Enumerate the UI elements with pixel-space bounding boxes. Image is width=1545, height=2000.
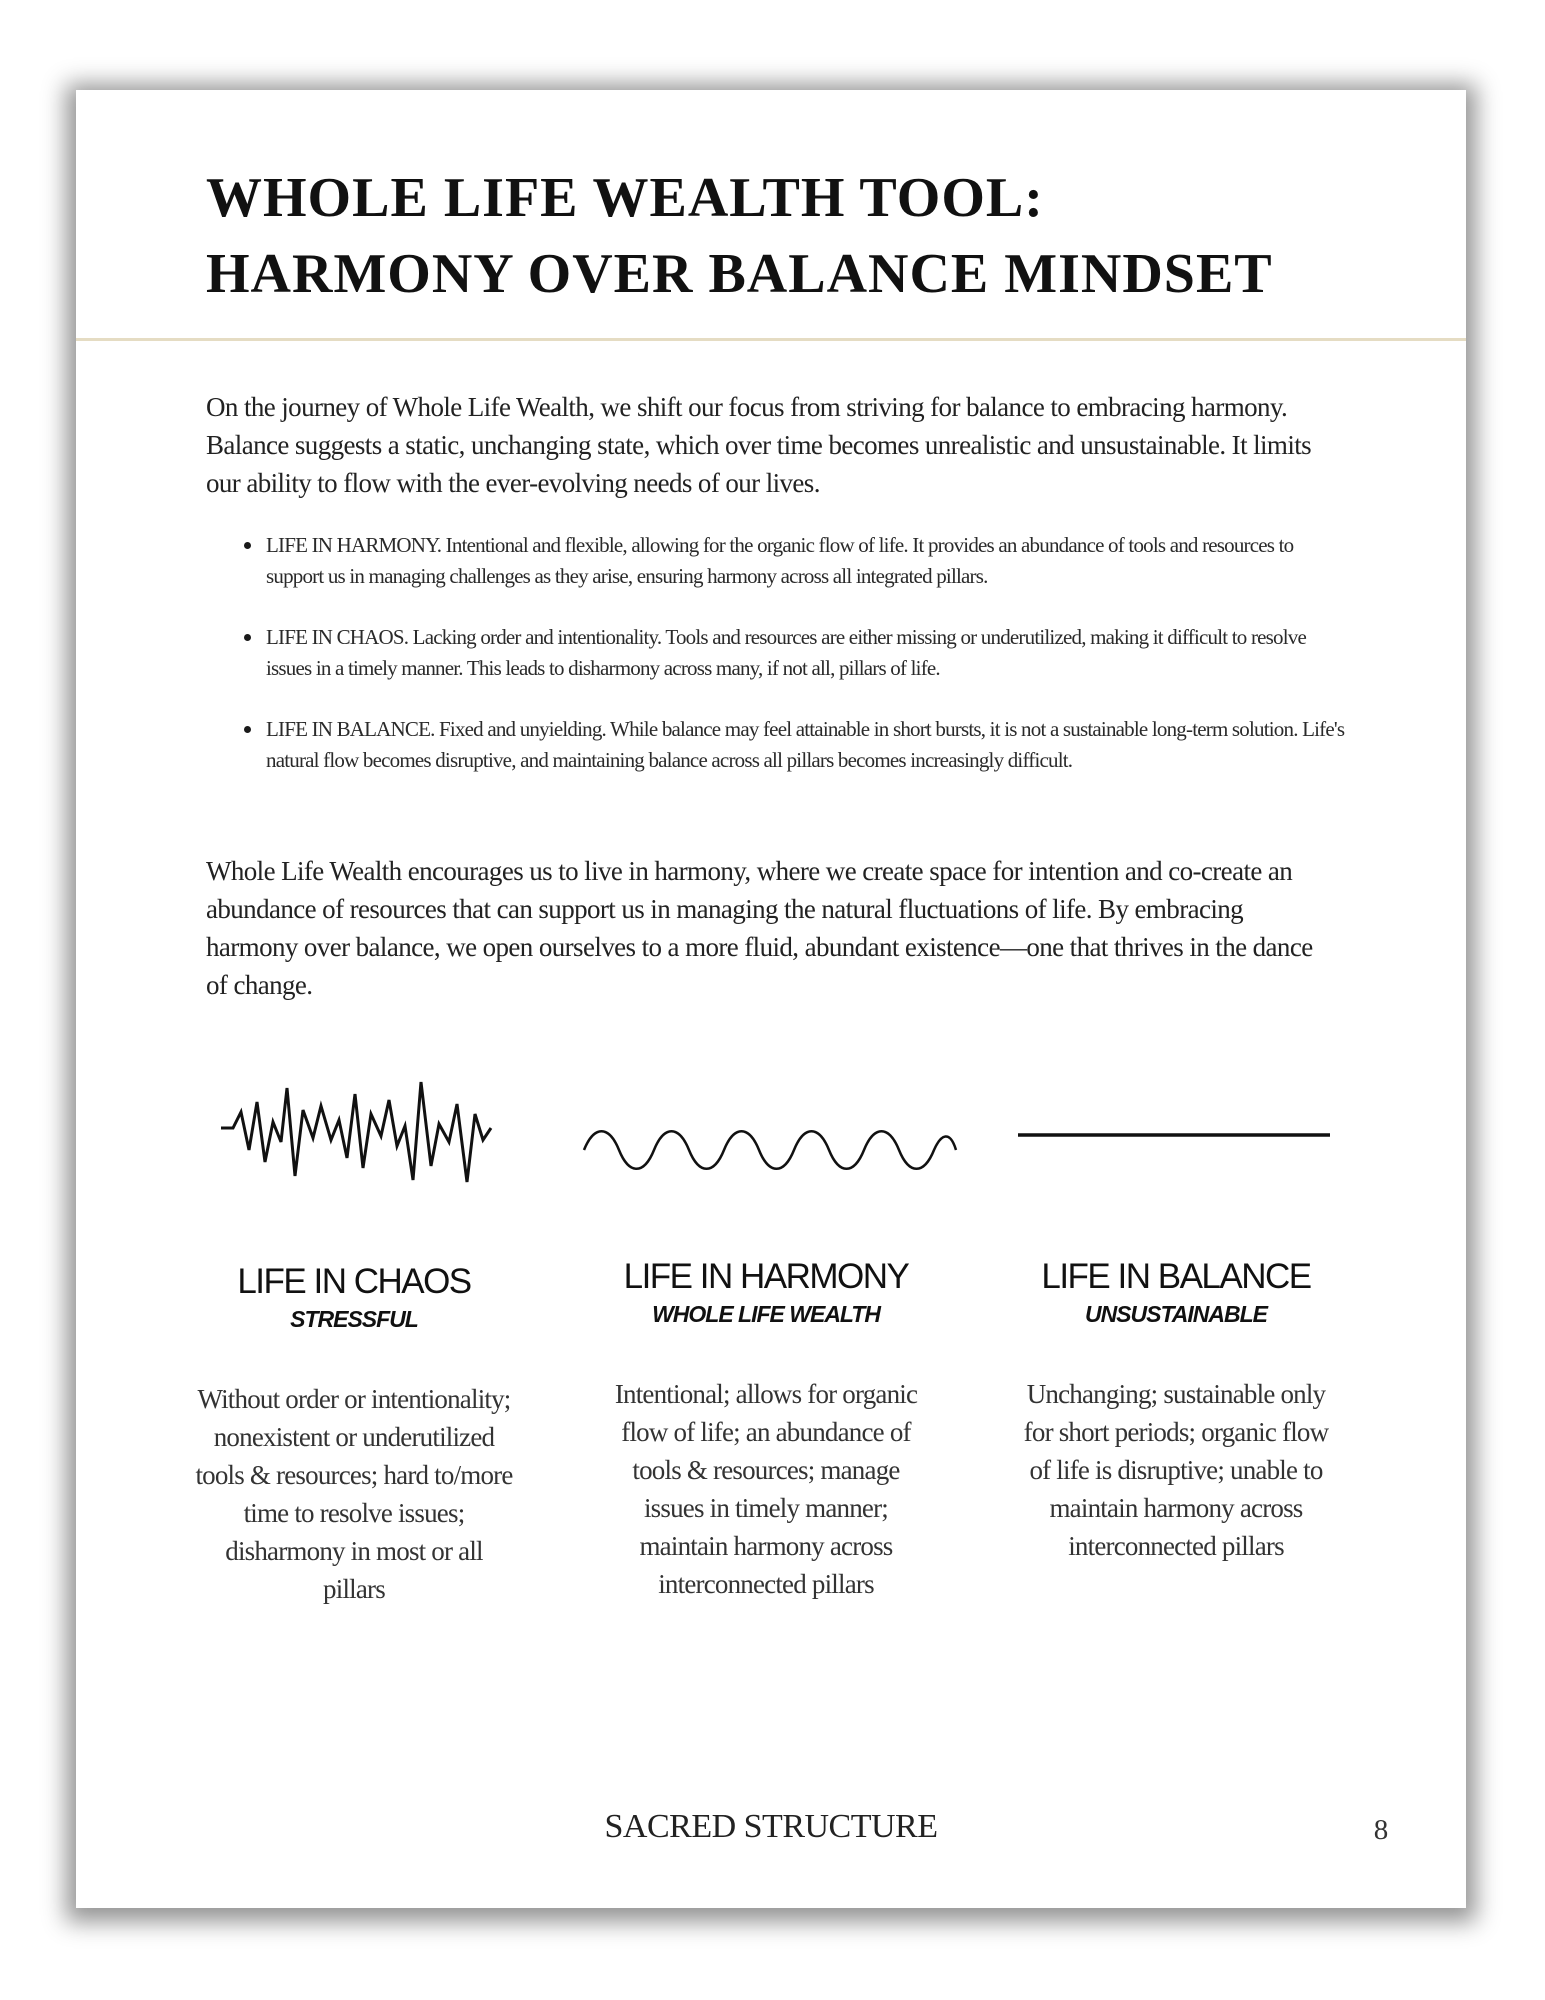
- column-subheading: STRESSFUL: [290, 1306, 418, 1332]
- column-heading: LIFE IN HARMONY: [623, 1257, 909, 1296]
- smooth-wave-icon: [584, 1120, 956, 1166]
- column-chaos: [194, 1260, 514, 1608]
- footer-brand: SACRED STRUCTURE: [604, 1808, 938, 1845]
- bullet-item-harmony: [244, 530, 1354, 592]
- bullet-icon: [244, 634, 251, 641]
- page-title: [206, 160, 1356, 312]
- title-line-1: WHOLE LIFE WEALTH TOOL:: [206, 167, 1044, 229]
- column-harmony: [606, 1255, 926, 1603]
- title-line-2: HARMONY OVER BALANCE MINDSET: [206, 243, 1273, 305]
- chaotic-wave-icon: [221, 1080, 491, 1200]
- column-description: Without order or intentionality; nonexistent or underutilized tools & resources; hard to/more time to resolve issues; disharmony in most or all pillars: [195, 1384, 513, 1604]
- bullet-text: LIFE IN HARMONY. Intentional and flexible, allowing for the organic flow of life. It provides an abundance of tools and resources to support us in managing challenges as they arise, ensuring harmony across all integrated pillars.: [266, 533, 1294, 588]
- bullet-list: [244, 530, 1354, 776]
- column-balance: [1016, 1255, 1336, 1565]
- intro-paragraph: On the journey of Whole Life Wealth, we shift our focus from striving for balance to embracing harmony. Balance suggests a static, unchanging state, which over time becomes unrealistic and unsustainable. It limits our ability to flow with the ever-evolving needs of our lives.: [206, 392, 1312, 498]
- bullet-text: LIFE IN CHAOS. Lacking order and intentionality. Tools and resources are either missing or underutilized, making it difficult to resolve issues in a timely manner. This leads to disharmony across many, if not all, pillars of life.: [266, 625, 1306, 680]
- bullet-icon: [244, 726, 251, 733]
- bullet-text: LIFE IN BALANCE. Fixed and unyielding. While balance may feel attainable in short bursts, it is not a sustainable long-term solution. Life's natural flow becomes disruptive, and maintaining balance across all pillars becomes increasingly difficult.: [266, 717, 1345, 772]
- page-number: 8: [1373, 1814, 1389, 1846]
- column-description: Unchanging; sustainable only for short periods; organic flow of life is disruptive; unable to maintain harmony across interconnected pillars: [1023, 1379, 1329, 1561]
- column-heading: LIFE IN CHAOS: [237, 1262, 471, 1301]
- flat-line-icon: [1018, 1130, 1330, 1140]
- column-subheading: UNSUSTAINABLE: [1084, 1301, 1268, 1327]
- closing-paragraph: Whole Life Wealth encourages us to live in harmony, where we create space for intention and co-create an abundance of resources that can support us in managing the natural fluctuations of life. By embracing harmony over balance, we open ourselves to a more fluid, abundant existence—one that thrives in the dance of change.: [206, 856, 1313, 1000]
- column-subheading: WHOLE LIFE WEALTH: [652, 1301, 880, 1327]
- bullet-item-chaos: [244, 622, 1354, 684]
- column-heading: LIFE IN BALANCE: [1041, 1257, 1311, 1296]
- bullet-icon: [244, 542, 251, 549]
- bullet-item-balance: [244, 714, 1354, 776]
- column-description: Intentional; allows for organic flow of life; an abundance of tools & resources; manage issues in timely manner; maintain harmony across interconnected pillars: [614, 1379, 918, 1599]
- title-divider: [76, 338, 1466, 341]
- document-page: [76, 90, 1466, 1908]
